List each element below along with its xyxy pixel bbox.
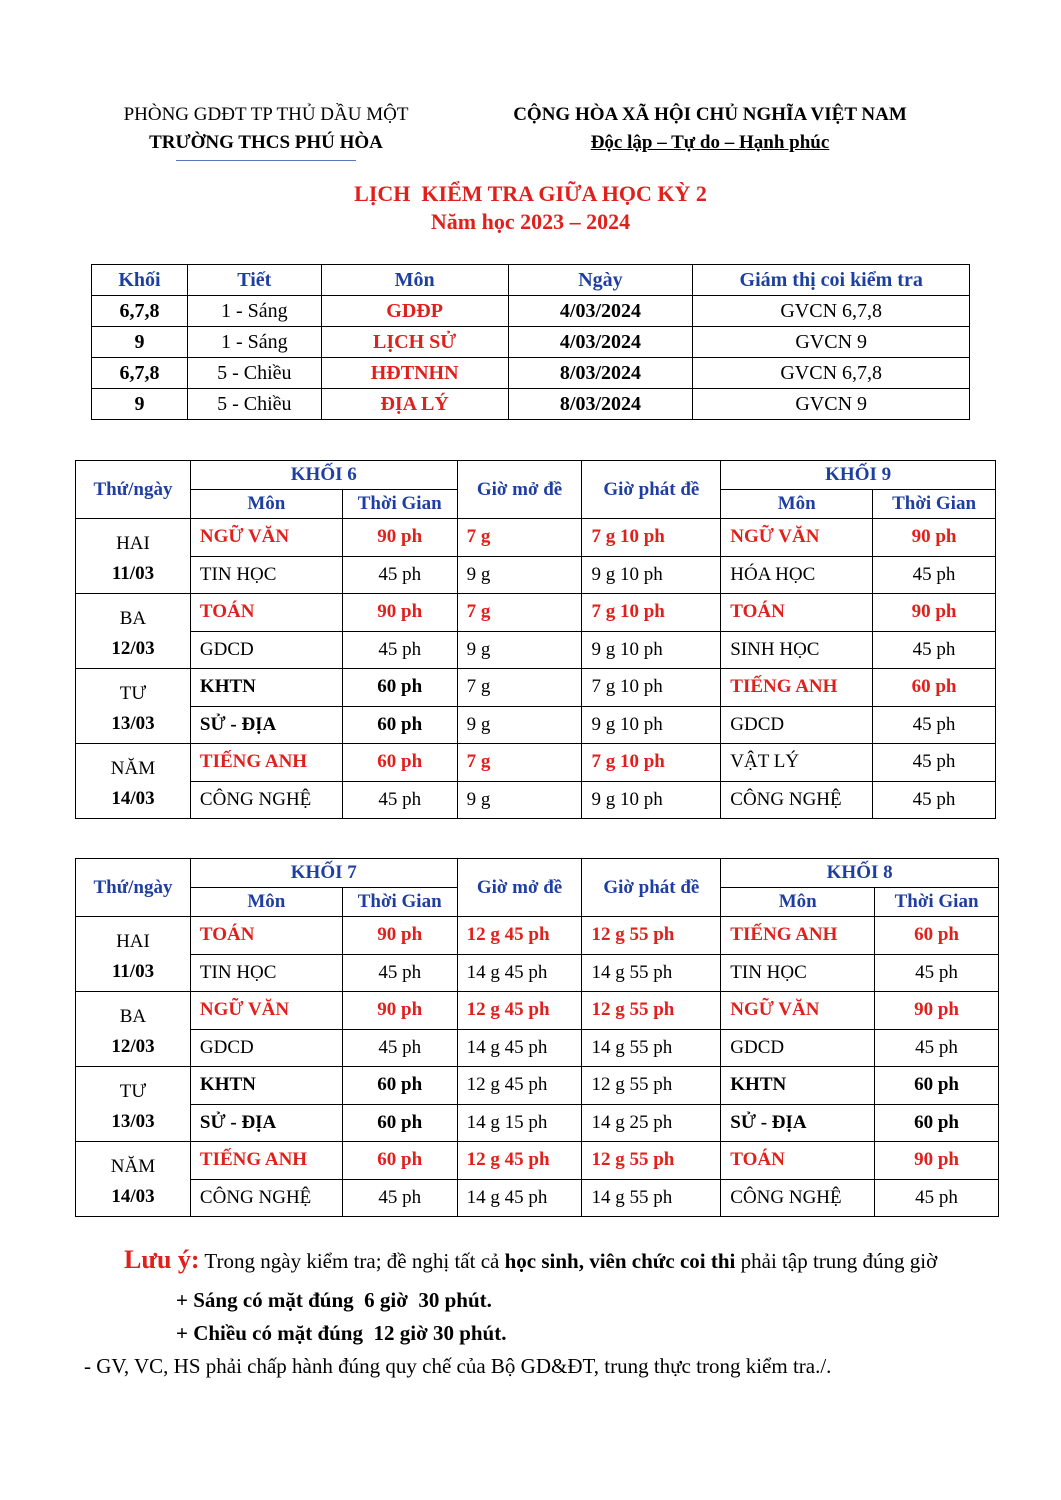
day-cell xyxy=(76,519,191,594)
header-cell: Khối xyxy=(92,265,188,296)
subject-cell: ĐỊA LÝ xyxy=(321,389,508,420)
handout-time-cell: 12 g 55 ph xyxy=(582,1067,721,1105)
duration-cell: 60 ph xyxy=(875,1104,999,1142)
subject-cell: GDCD xyxy=(721,1029,875,1067)
handout-time-cell: 9 g 10 ph xyxy=(582,706,721,744)
grade-cell: 6,7,8 xyxy=(92,358,188,389)
day-cell xyxy=(76,669,191,744)
subject-header: Môn xyxy=(190,888,342,917)
duration-cell: 60 ph xyxy=(342,744,457,782)
open-time-cell: 14 g 45 ph xyxy=(457,954,582,992)
day-date: 14/03 xyxy=(111,1186,155,1207)
subject-cell: LỊCH SỬ xyxy=(321,327,508,358)
duration-cell: 60 ph xyxy=(342,706,457,744)
table-row xyxy=(76,917,999,955)
duration-cell: 45 ph xyxy=(342,781,457,819)
table-row xyxy=(76,954,999,992)
handout-time-cell: 9 g 10 ph xyxy=(582,781,721,819)
day-date: 12/03 xyxy=(111,638,155,659)
department-name: PHÒNG GDĐT TP THỦ DẦU MỘT xyxy=(123,104,409,125)
proctor-table xyxy=(91,264,970,420)
note-paragraph xyxy=(96,1243,976,1278)
day-cell xyxy=(76,1142,191,1217)
open-time-cell: 14 g 45 ph xyxy=(457,1179,582,1217)
duration-cell: 45 ph xyxy=(875,954,999,992)
duration-cell: 90 ph xyxy=(342,917,457,955)
schedule-header-row xyxy=(76,859,999,888)
table-row xyxy=(92,358,970,389)
subject-cell: GDCD xyxy=(721,706,873,744)
header-cell: Môn xyxy=(321,265,508,296)
open-time-cell: 12 g 45 ph xyxy=(457,1067,582,1105)
subject-cell: TIẾNG ANH xyxy=(190,1142,342,1180)
note-label: Lưu ý: xyxy=(124,1245,200,1274)
open-time-cell: 7 g xyxy=(457,519,582,557)
duration-cell: 45 ph xyxy=(342,954,457,992)
note-text-2: phải tập trung đúng giờ xyxy=(735,1249,938,1273)
day-name: NĂM xyxy=(110,758,156,779)
day-header: Thứ/ngày xyxy=(76,859,191,917)
grade-cell: 6,7,8 xyxy=(92,296,188,327)
subject-cell: KHTN xyxy=(190,669,342,707)
day-date: 14/03 xyxy=(111,788,155,809)
duration-cell: 45 ph xyxy=(875,1179,999,1217)
schedule-table-grade-7-8 xyxy=(75,858,999,1217)
duration-cell: 60 ph xyxy=(342,669,457,707)
country-name: CỘNG HÒA XÃ HỘI CHỦ NGHĨA VIỆT NAM xyxy=(513,104,907,125)
table-row xyxy=(92,296,970,327)
schedule-header-row xyxy=(76,461,996,490)
note-footer: - GV, VC, HS phải chấp hành đúng quy chế của Bộ GD&ĐT, trung thực trong kiểm tra./. xyxy=(84,1354,832,1378)
duration-header: Thời Gian xyxy=(342,490,457,519)
open-time-header: Giờ mở đề xyxy=(457,461,582,519)
subject-cell: TIN HỌC xyxy=(721,954,875,992)
handout-time-cell: 12 g 55 ph xyxy=(582,992,721,1030)
handout-time-cell: 7 g 10 ph xyxy=(582,669,721,707)
open-time-cell: 14 g 45 ph xyxy=(457,1029,582,1067)
date-cell: 8/03/2024 xyxy=(508,389,693,420)
subject-cell: GDĐP xyxy=(321,296,508,327)
grade-cell: 9 xyxy=(92,389,188,420)
duration-header: Thời Gian xyxy=(342,888,457,917)
subject-cell: TIN HỌC xyxy=(190,954,342,992)
duration-cell: 90 ph xyxy=(342,519,457,557)
table-row xyxy=(76,594,996,632)
table-row xyxy=(76,1067,999,1105)
day-date: 13/03 xyxy=(111,1111,155,1132)
title-line-2: Năm học 2023 – 2024 xyxy=(430,209,631,234)
subject-cell: GDCD xyxy=(190,631,342,669)
note-bullet-afternoon: + Chiều có mặt đúng 12 giờ 30 phút. xyxy=(176,1321,507,1345)
document-title xyxy=(0,180,1061,236)
duration-cell: 60 ph xyxy=(873,669,996,707)
open-time-cell: 12 g 45 ph xyxy=(457,1142,582,1180)
note-section xyxy=(84,1243,976,1383)
table-row xyxy=(76,669,996,707)
handout-time-cell: 12 g 55 ph xyxy=(582,1142,721,1180)
subject-cell: NGỮ VĂN xyxy=(721,992,875,1030)
proctor-table-header xyxy=(92,265,970,296)
duration-cell: 60 ph xyxy=(342,1142,457,1180)
subject-cell: SỬ - ĐỊA xyxy=(190,1104,342,1142)
subject-cell: CÔNG NGHỆ xyxy=(190,1179,342,1217)
subject-cell: SINH HỌC xyxy=(721,631,873,669)
subject-cell: TIẾNG ANH xyxy=(190,744,342,782)
table-row xyxy=(76,631,996,669)
open-time-cell: 9 g xyxy=(457,631,582,669)
date-cell: 8/03/2024 xyxy=(508,358,693,389)
day-name: NĂM xyxy=(110,1156,156,1177)
day-cell xyxy=(76,594,191,669)
subject-cell: GDCD xyxy=(190,1029,342,1067)
day-header: Thứ/ngày xyxy=(76,461,191,519)
duration-cell: 45 ph xyxy=(875,1029,999,1067)
proctor-cell: GVCN 6,7,8 xyxy=(693,296,970,327)
duration-cell: 90 ph xyxy=(342,594,457,632)
day-cell xyxy=(76,917,191,992)
table-row xyxy=(76,744,996,782)
subject-cell: NGỮ VĂN xyxy=(721,519,873,557)
duration-cell: 90 ph xyxy=(875,1142,999,1180)
school-name: TRƯỜNG THCS PHÚ HÒA xyxy=(149,132,383,153)
date-cell: 4/03/2024 xyxy=(508,296,693,327)
header-underline xyxy=(176,160,356,161)
duration-cell: 90 ph xyxy=(873,594,996,632)
subject-cell: HÓA HỌC xyxy=(721,556,873,594)
note-bullet-morning: + Sáng có mặt đúng 6 giờ 30 phút. xyxy=(176,1288,492,1312)
duration-cell: 45 ph xyxy=(342,556,457,594)
table-row xyxy=(76,1179,999,1217)
header-left xyxy=(96,101,436,161)
open-time-cell: 12 g 45 ph xyxy=(457,917,582,955)
day-name: BA xyxy=(119,1006,147,1027)
group-header-left: KHỐI 6 xyxy=(190,461,457,490)
period-cell: 5 - Chiều xyxy=(187,358,321,389)
duration-header: Thời Gian xyxy=(873,490,996,519)
day-date: 11/03 xyxy=(111,961,155,982)
open-time-cell: 9 g xyxy=(457,556,582,594)
duration-cell: 60 ph xyxy=(875,1067,999,1105)
subject-cell: SỬ - ĐỊA xyxy=(190,706,342,744)
table-row xyxy=(76,556,996,594)
header-right xyxy=(470,101,950,157)
open-time-header: Giờ mở đề xyxy=(457,859,582,917)
subject-cell: TIN HỌC xyxy=(190,556,342,594)
table-row xyxy=(76,1029,999,1067)
period-cell: 5 - Chiều xyxy=(187,389,321,420)
open-time-cell: 7 g xyxy=(457,594,582,632)
subject-cell: CÔNG NGHỆ xyxy=(721,781,873,819)
subject-cell: TOÁN xyxy=(721,1142,875,1180)
handout-time-cell: 14 g 55 ph xyxy=(582,1029,721,1067)
day-name: HAI xyxy=(116,533,150,554)
handout-time-cell: 14 g 25 ph xyxy=(582,1104,721,1142)
duration-cell: 60 ph xyxy=(342,1067,457,1105)
duration-cell: 60 ph xyxy=(875,917,999,955)
table-row xyxy=(76,706,996,744)
handout-time-cell: 14 g 55 ph xyxy=(582,1179,721,1217)
day-name: TƯ xyxy=(119,683,147,704)
handout-time-header: Giờ phát đề xyxy=(582,859,721,917)
subject-header: Môn xyxy=(721,888,875,917)
subject-cell: NGỮ VĂN xyxy=(190,992,342,1030)
period-cell: 1 - Sáng xyxy=(187,296,321,327)
day-name: HAI xyxy=(116,931,150,952)
day-date: 11/03 xyxy=(111,563,155,584)
date-cell: 4/03/2024 xyxy=(508,327,693,358)
duration-cell: 45 ph xyxy=(342,1029,457,1067)
handout-time-cell: 7 g 10 ph xyxy=(582,519,721,557)
note-bold: học sinh, viên chức coi thi xyxy=(504,1249,736,1273)
handout-time-cell: 9 g 10 ph xyxy=(582,556,721,594)
day-date: 13/03 xyxy=(111,713,155,734)
handout-time-header: Giờ phát đề xyxy=(582,461,721,519)
day-cell xyxy=(76,744,191,819)
handout-time-cell: 12 g 55 ph xyxy=(582,917,721,955)
period-cell: 1 - Sáng xyxy=(187,327,321,358)
table-row xyxy=(76,992,999,1030)
grade-cell: 9 xyxy=(92,327,188,358)
table-row xyxy=(76,1104,999,1142)
open-time-cell: 9 g xyxy=(457,781,582,819)
day-name: TƯ xyxy=(119,1081,147,1102)
subject-cell: TIẾNG ANH xyxy=(721,669,873,707)
header-cell: Giám thị coi kiểm tra xyxy=(693,265,970,296)
subject-cell: TOÁN xyxy=(190,594,342,632)
duration-cell: 45 ph xyxy=(873,556,996,594)
duration-cell: 45 ph xyxy=(342,1179,457,1217)
open-time-cell: 7 g xyxy=(457,669,582,707)
subject-cell: KHTN xyxy=(721,1067,875,1105)
handout-time-cell: 7 g 10 ph xyxy=(582,744,721,782)
group-header-right: KHỐI 8 xyxy=(721,859,999,888)
subject-cell: SỬ - ĐỊA xyxy=(721,1104,875,1142)
duration-cell: 45 ph xyxy=(873,781,996,819)
subject-cell: VẬT LÝ xyxy=(721,744,873,782)
group-header-left: KHỐI 7 xyxy=(190,859,457,888)
open-time-cell: 14 g 15 ph xyxy=(457,1104,582,1142)
subject-cell: CÔNG NGHỆ xyxy=(721,1179,875,1217)
duration-cell: 45 ph xyxy=(873,744,996,782)
open-time-cell: 9 g xyxy=(457,706,582,744)
table-row xyxy=(92,389,970,420)
duration-cell: 45 ph xyxy=(342,631,457,669)
schedule-table-grade-6-9 xyxy=(75,460,996,819)
group-header-right: KHỐI 9 xyxy=(721,461,996,490)
handout-time-cell: 9 g 10 ph xyxy=(582,631,721,669)
duration-cell: 90 ph xyxy=(873,519,996,557)
header-cell: Tiết xyxy=(187,265,321,296)
table-row xyxy=(92,327,970,358)
table-row xyxy=(76,781,996,819)
subject-cell: NGỮ VĂN xyxy=(190,519,342,557)
proctor-cell: GVCN 9 xyxy=(693,389,970,420)
duration-cell: 45 ph xyxy=(873,706,996,744)
title-line-1: LỊCH KIỂM TRA GIỮA HỌC KỲ 2 xyxy=(354,181,707,206)
subject-cell: CÔNG NGHỆ xyxy=(190,781,342,819)
subject-cell: TOÁN xyxy=(721,594,873,632)
subject-cell: TIẾNG ANH xyxy=(721,917,875,955)
handout-time-cell: 7 g 10 ph xyxy=(582,594,721,632)
subject-cell: HĐTNHN xyxy=(321,358,508,389)
national-motto: Độc lập – Tự do – Hạnh phúc xyxy=(590,132,830,153)
table-row xyxy=(76,519,996,557)
duration-cell: 90 ph xyxy=(342,992,457,1030)
day-cell xyxy=(76,992,191,1067)
duration-header: Thời Gian xyxy=(875,888,999,917)
proctor-cell: GVCN 6,7,8 xyxy=(693,358,970,389)
duration-cell: 45 ph xyxy=(873,631,996,669)
header-cell: Ngày xyxy=(508,265,693,296)
note-text-1: Trong ngày kiểm tra; đề nghị tất cả xyxy=(199,1249,505,1273)
subject-cell: TOÁN xyxy=(190,917,342,955)
open-time-cell: 12 g 45 ph xyxy=(457,992,582,1030)
duration-cell: 60 ph xyxy=(342,1104,457,1142)
handout-time-cell: 14 g 55 ph xyxy=(582,954,721,992)
subject-header: Môn xyxy=(721,490,873,519)
subject-cell: KHTN xyxy=(190,1067,342,1105)
subject-header: Môn xyxy=(190,490,342,519)
day-date: 12/03 xyxy=(111,1036,155,1057)
day-cell xyxy=(76,1067,191,1142)
day-name: BA xyxy=(119,608,147,629)
table-row xyxy=(76,1142,999,1180)
proctor-cell: GVCN 9 xyxy=(693,327,970,358)
open-time-cell: 7 g xyxy=(457,744,582,782)
duration-cell: 90 ph xyxy=(875,992,999,1030)
